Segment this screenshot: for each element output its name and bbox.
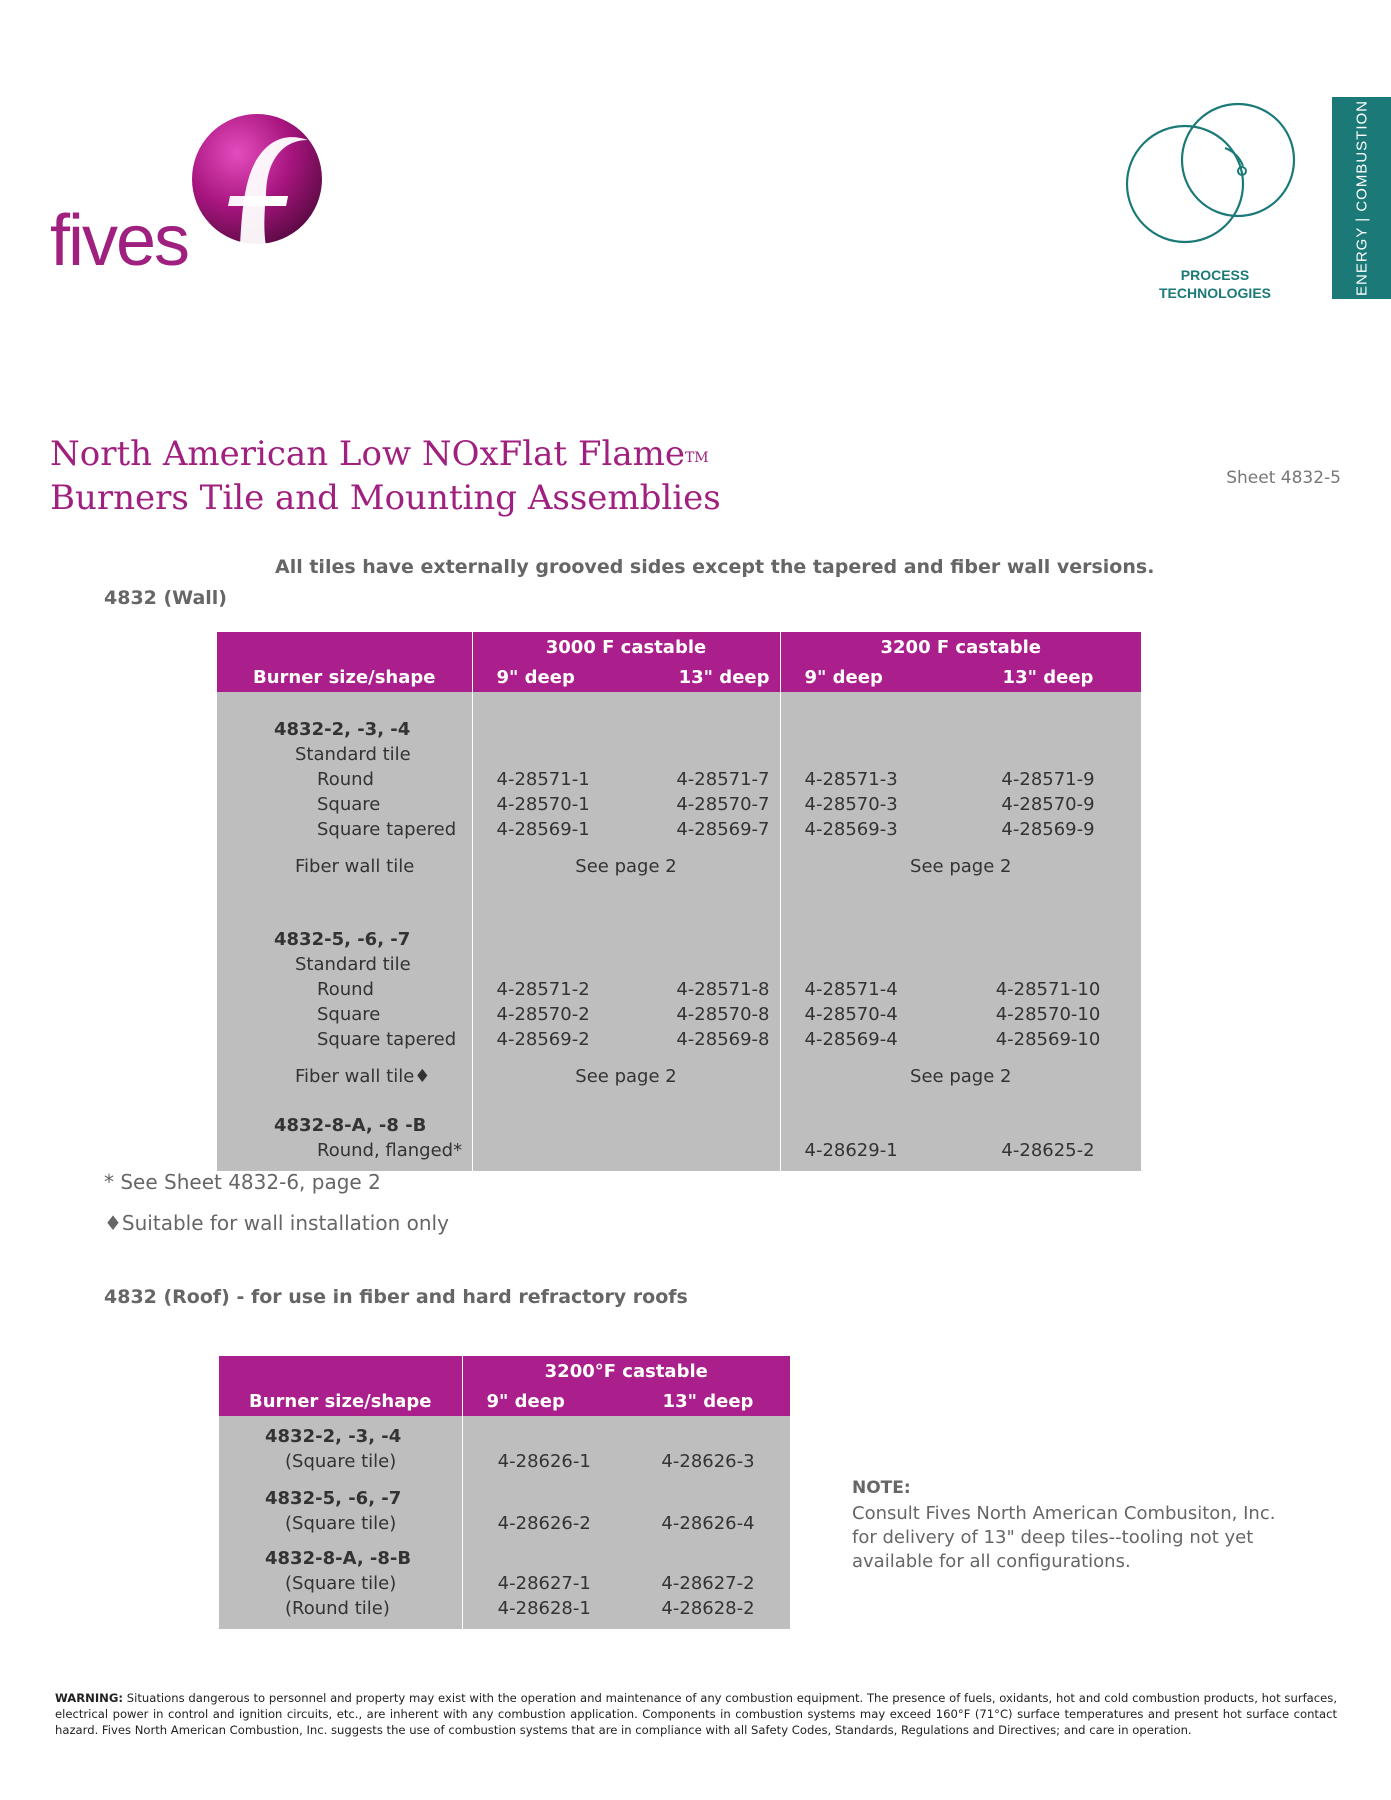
see-page-2: See page 2 — [472, 1064, 780, 1089]
process-technologies-circles-icon — [1125, 98, 1305, 248]
wall-section-label: 4832 (Wall) — [104, 587, 227, 609]
table-row: Square 4-28570-2 4-28570-8 4-28570-4 4-28570-10 — [217, 1002, 1141, 1027]
group-title: 4832-8-A, -8 -B — [217, 1113, 472, 1138]
roof-tile-table — [219, 1356, 790, 1629]
note-heading: NOTE: — [852, 1478, 911, 1498]
group-title: 4832-2, -3, -4 — [217, 717, 472, 742]
table-row: Standard tile — [217, 952, 1141, 977]
fives-logo-ball-icon — [190, 112, 324, 246]
table-header-row — [219, 1356, 790, 1386]
table-header-row — [219, 1386, 790, 1416]
table-row — [219, 1546, 790, 1571]
footnote-wall-only: ♦Suitable for wall installation only — [104, 1211, 449, 1235]
table-row: Fiber wall tile See page 2 See page 2 — [217, 854, 1141, 879]
column-header-13-deep: 13" deep — [626, 1386, 790, 1416]
table-row — [217, 717, 1141, 742]
energy-combustion-tab: ENERGY | COMBUSTION — [1332, 97, 1391, 299]
group-header-3000f: 3000 F castable — [472, 632, 780, 662]
table-row — [217, 927, 1141, 952]
table-row: Fiber wall tile♦ See page 2 See page 2 — [217, 1064, 1141, 1089]
column-header-13-deep: 13" deep — [955, 662, 1141, 692]
table-header-row — [217, 632, 1141, 662]
footnote-sheet-4832-6: * See Sheet 4832-6, page 2 — [104, 1170, 381, 1194]
table-row: Square tapered 4-28569-1 4-28569-7 4-28569-3 4-28569-9 — [217, 817, 1141, 842]
table-row: Round 4-28571-1 4-28571-7 4-28571-3 4-28571-9 — [217, 767, 1141, 792]
row-label: Standard tile — [217, 742, 472, 767]
column-header-9-deep: 9" deep — [472, 662, 652, 692]
see-page-2: See page 2 — [472, 854, 780, 879]
table-row: (Square tile) 4-28627-1 4-28627-2 — [219, 1571, 790, 1596]
table-header-row — [217, 662, 1141, 692]
group-title: 4832-8-A, -8-B — [219, 1546, 462, 1571]
column-header-9-deep: 9" deep — [780, 662, 955, 692]
table-row: (Round tile) 4-28628-1 4-28628-2 — [219, 1596, 790, 1621]
fives-logo-text: fives — [50, 201, 189, 281]
process-technologies-label: PROCESS TECHNOLOGIES — [1158, 267, 1271, 301]
table-row: (Square tile) 4-28626-2 4-28626-4 — [219, 1511, 790, 1536]
wall-tile-table — [217, 632, 1141, 1171]
group-title: 4832-5, -6, -7 — [219, 1486, 462, 1511]
column-header-burner: Burner size/shape — [217, 662, 472, 692]
table-row — [219, 1486, 790, 1511]
table-row — [219, 1424, 790, 1449]
table-row — [217, 1113, 1141, 1138]
roof-section-label: 4832 (Roof) - for use in fiber and hard refractory roofs — [104, 1286, 688, 1308]
table-row: Round, flanged* 4-28629-1 4-28625-2 — [217, 1138, 1141, 1163]
column-header-9-deep: 9" deep — [462, 1386, 626, 1416]
warning-text: WARNING: Situations dangerous to personnel and property may exist with the operation and maintenance of any combustion equipment. The presence of fuels, oxidants, hot and cold combustion products, hot surfaces, electrical power in control and ignition circuits, etc., are inherent with any combustion application. Components in combustion systems may exceed 160°F (71°C) surface temperatures and present hot surface contact hazard. Fives North American Combustion, Inc. suggests the use of combustion systems that are in compliance with all Safety Codes, Standards, Regulations and Directives; and care in operation. — [55, 1691, 1337, 1737]
table-row: Square 4-28570-1 4-28570-7 4-28570-3 4-28570-9 — [217, 792, 1141, 817]
table-row: Round 4-28571-2 4-28571-8 4-28571-4 4-28571-10 — [217, 977, 1141, 1002]
group-header-3200f: 3200 F castable — [780, 632, 1141, 662]
table-row: (Square tile) 4-28626-1 4-28626-3 — [219, 1449, 790, 1474]
group-title: 4832-5, -6, -7 — [217, 927, 472, 952]
column-header-burner: Burner size/shape — [219, 1386, 462, 1416]
table-row: Square tapered 4-28569-2 4-28569-8 4-28569-4 4-28569-10 — [217, 1027, 1141, 1052]
see-page-2: See page 2 — [780, 1064, 1141, 1089]
column-header-13-deep: 13" deep — [652, 662, 780, 692]
page-title: North American Low NOxFlat Flame™ Burners Tile and Mounting Assemblies — [50, 434, 721, 518]
see-page-2: See page 2 — [780, 854, 1141, 879]
table-row — [217, 742, 1141, 767]
sheet-number: Sheet 4832-5 — [1226, 468, 1341, 488]
group-header-3200f: 3200°F castable — [462, 1356, 790, 1386]
group-title: 4832-2, -3, -4 — [219, 1424, 462, 1449]
note-body: Consult Fives North American Combusiton, Inc. for delivery of 13" deep tiles--tooling not yet available for all configurations. — [852, 1503, 1276, 1572]
intro-text: All tiles have externally grooved sides except the tapered and fiber wall versions. — [275, 556, 1155, 578]
